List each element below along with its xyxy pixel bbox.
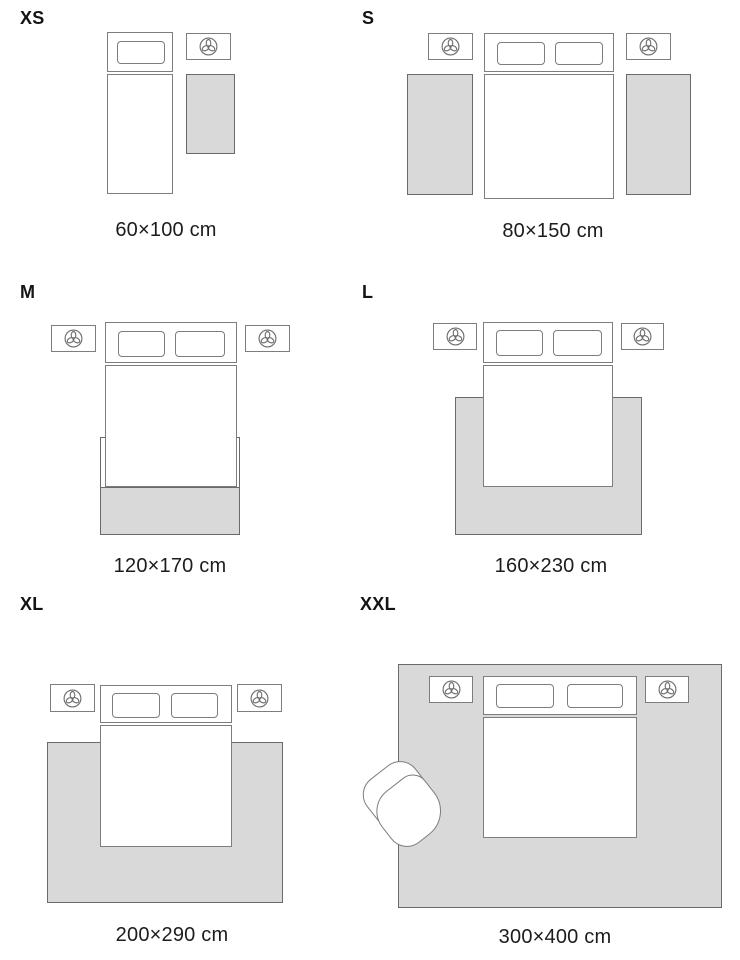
plant-icon	[440, 36, 461, 57]
plant-icon	[62, 688, 83, 709]
xs-nightstand	[186, 33, 231, 60]
l-nightstand-right	[621, 323, 664, 350]
l-pillow-right	[553, 330, 602, 356]
s-bed-headboard	[484, 33, 614, 72]
s-bed	[484, 74, 614, 199]
l-bed	[483, 365, 613, 487]
l-dimensions-caption: 160×230 cm	[494, 555, 608, 577]
m-bed	[105, 365, 237, 487]
plant-icon	[249, 688, 270, 709]
m-dimensions-caption: 120×170 cm	[113, 555, 227, 577]
xxl-bed	[483, 717, 637, 838]
s-nightstand-right	[626, 33, 671, 60]
m-rug-fill	[100, 487, 240, 535]
s-size-label: S	[362, 8, 375, 28]
l-bed-headboard	[483, 322, 613, 363]
xxl-pillow-right	[567, 684, 623, 708]
s-rug-left	[407, 74, 473, 195]
xl-bed	[100, 725, 232, 847]
s-rug-right	[626, 74, 691, 195]
plant-icon	[445, 326, 466, 347]
s-dimensions-caption: 80×150 cm	[502, 220, 604, 242]
xl-size-label: XL	[20, 594, 44, 614]
s-nightstand-left	[428, 33, 473, 60]
m-nightstand-left	[51, 325, 96, 352]
l-size-label: L	[362, 282, 374, 302]
m-nightstand-right	[245, 325, 290, 352]
m-pillow-right	[175, 331, 225, 357]
plant-icon	[632, 326, 653, 347]
s-pillow-right	[555, 42, 603, 65]
plant-icon	[198, 36, 219, 57]
l-pillow-left	[496, 330, 543, 356]
plant-icon	[638, 36, 659, 57]
xxl-dimensions-caption: 300×400 cm	[498, 926, 612, 948]
plant-icon	[257, 328, 278, 349]
xs-bed	[107, 74, 173, 194]
xs-dimensions-caption: 60×100 cm	[115, 219, 217, 241]
xl-nightstand-right	[237, 684, 282, 712]
xl-dimensions-caption: 200×290 cm	[115, 924, 229, 946]
xl-pillow-right	[171, 693, 218, 718]
l-nightstand-left	[433, 323, 477, 350]
xxl-bed-headboard	[483, 676, 637, 715]
plant-icon	[441, 679, 462, 700]
xl-pillow-left	[112, 693, 160, 718]
xs-bed-headboard	[107, 32, 173, 72]
xl-bed-headboard	[100, 685, 232, 723]
m-size-label: M	[20, 282, 36, 302]
xs-rug	[186, 74, 235, 154]
xxl-pillow-left	[496, 684, 554, 708]
xxl-nightstand-left	[429, 676, 473, 703]
plant-icon	[657, 679, 678, 700]
xl-nightstand-left	[50, 684, 95, 712]
xxl-nightstand-right	[645, 676, 689, 703]
s-pillow-left	[497, 42, 545, 65]
xs-size-label: XS	[20, 8, 45, 28]
plant-icon	[63, 328, 84, 349]
xxl-size-label: XXL	[360, 594, 396, 614]
m-bed-headboard	[105, 322, 237, 363]
xs-pillow	[117, 41, 165, 64]
m-pillow-left	[118, 331, 165, 357]
